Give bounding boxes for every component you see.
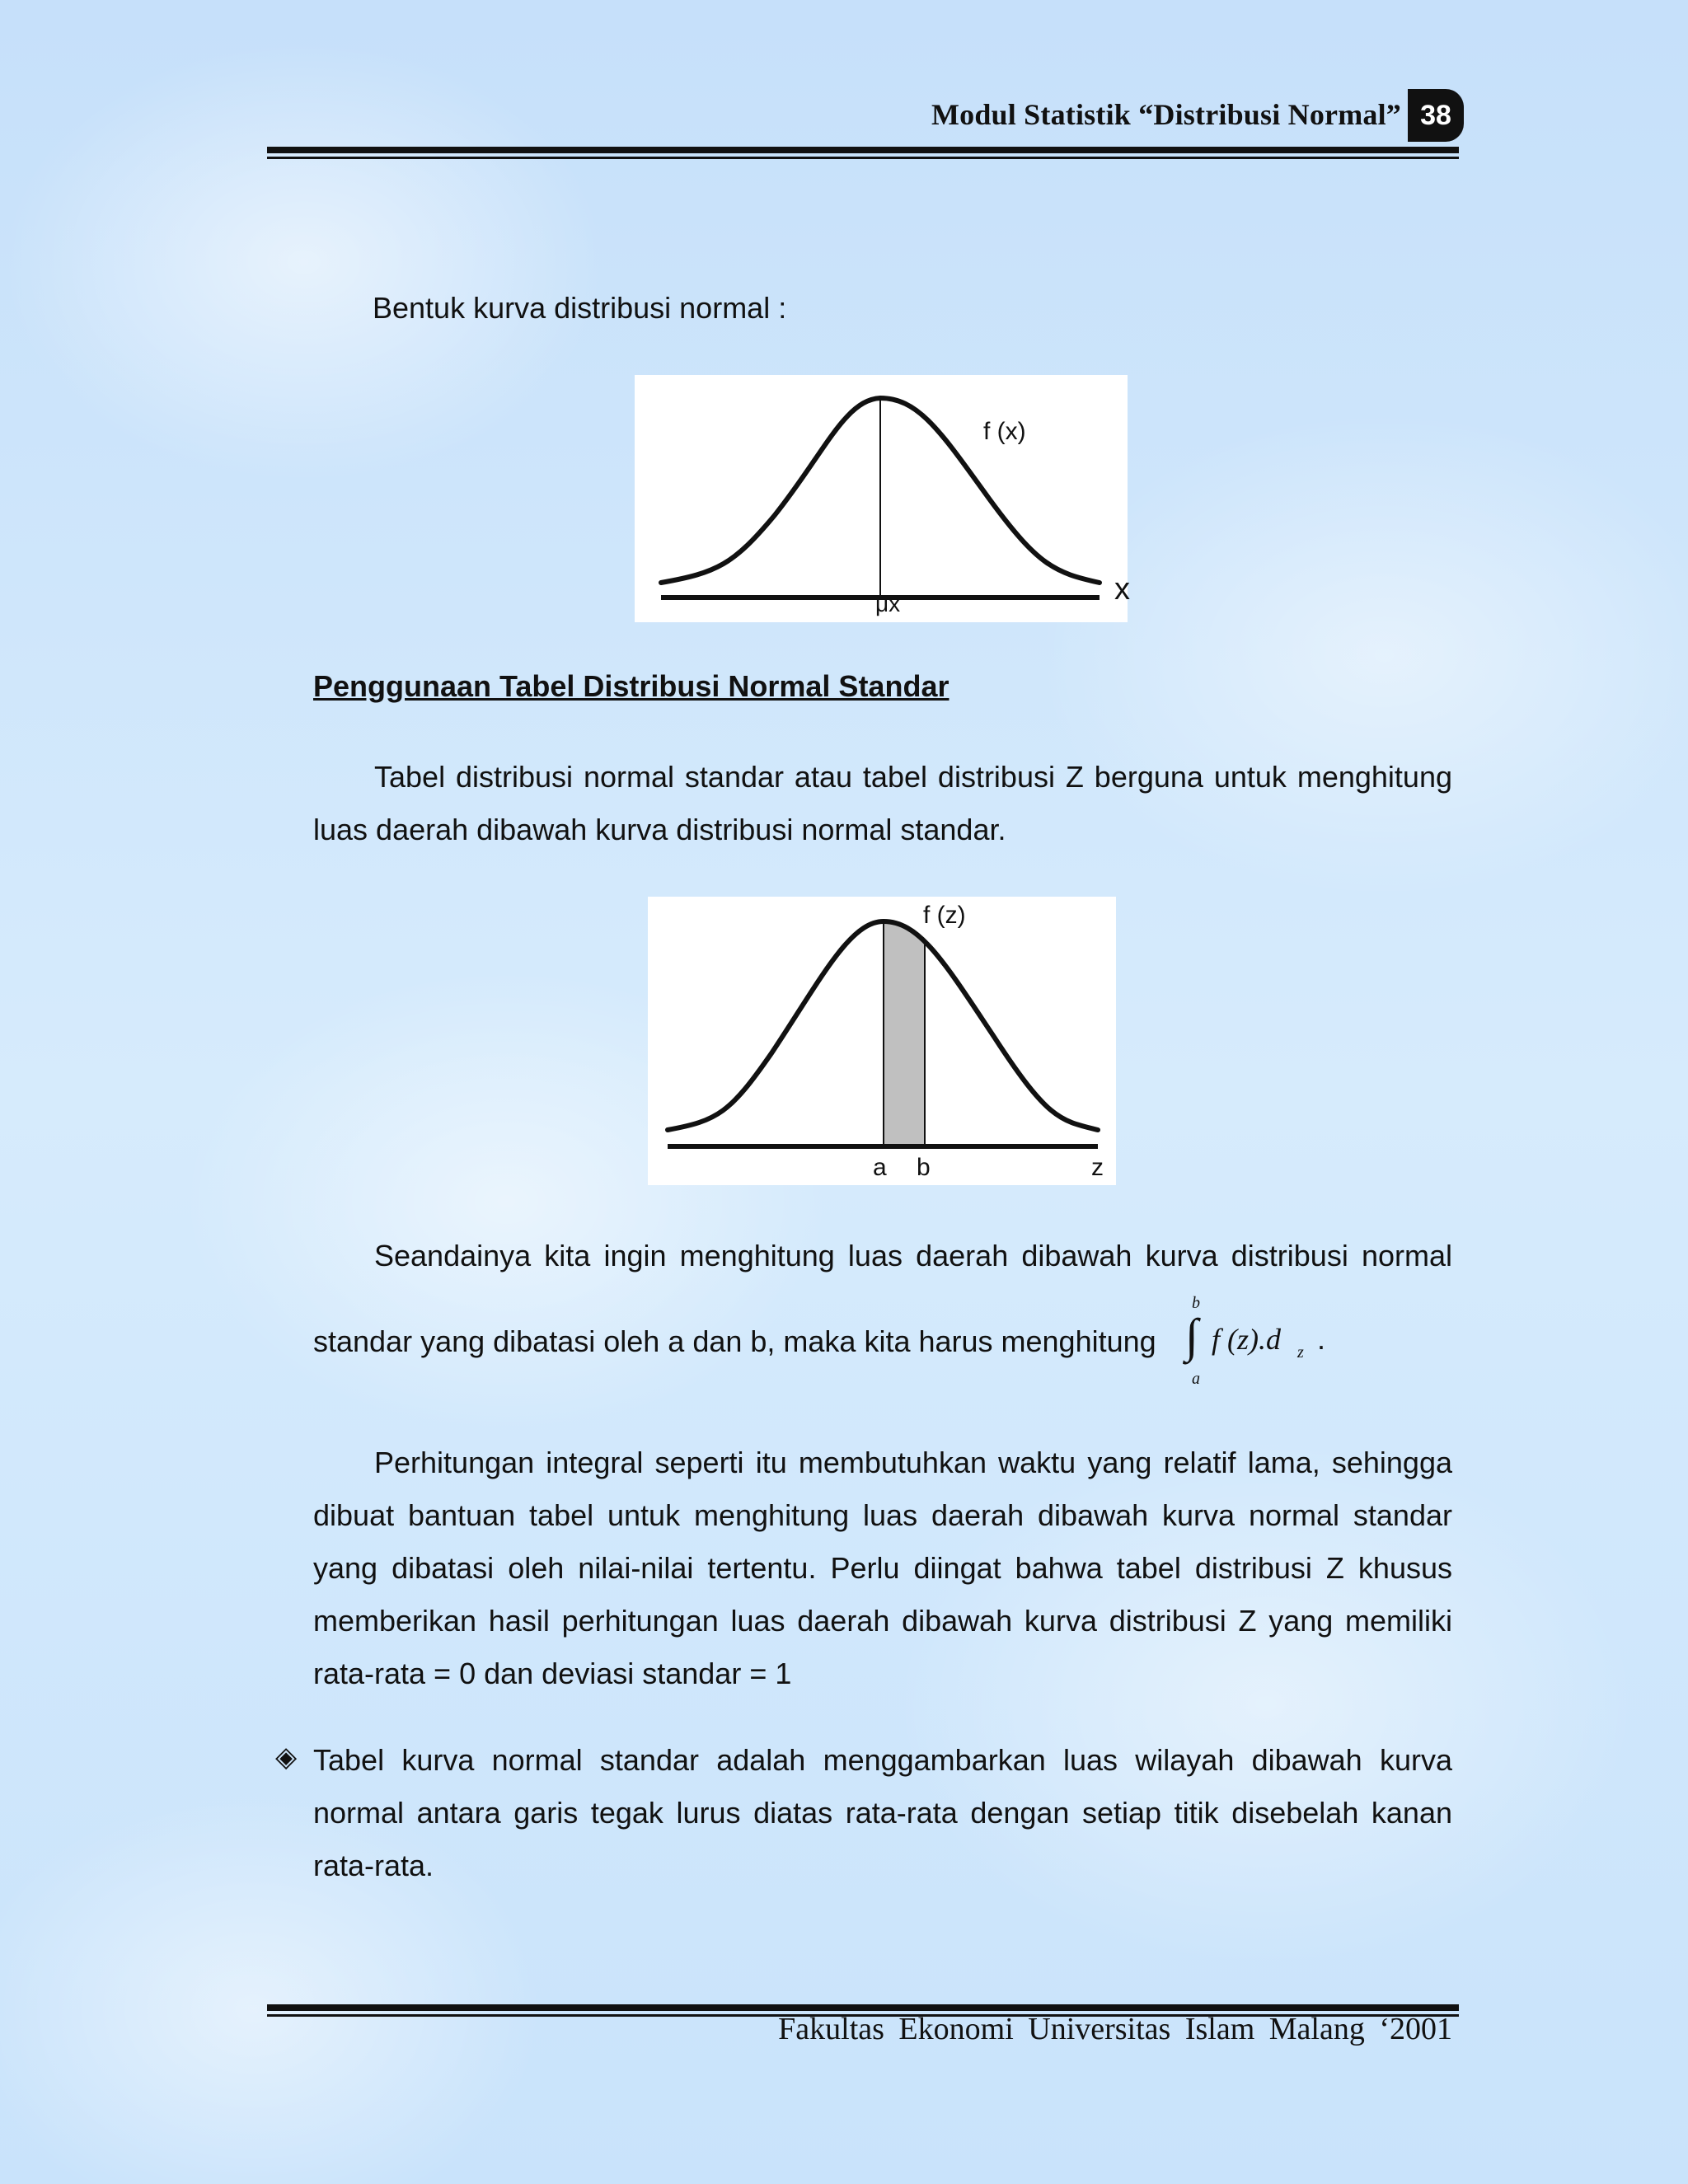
integral-period: .	[1317, 1322, 1326, 1356]
normal-curve-figure	[635, 375, 1128, 622]
x-axis-label: x	[1114, 572, 1130, 607]
diamond-bullet-icon: ◈	[275, 1741, 298, 1773]
page-number-badge: 38	[1408, 89, 1464, 142]
fx-label: f (x)	[983, 418, 1026, 445]
section-heading: Penggunaan Tabel Distribusi Normal Standar	[313, 669, 950, 703]
intro-text: Bentuk kurva distribusi normal :	[373, 291, 787, 325]
integral-expression	[1184, 1292, 1348, 1391]
standard-normal-curve-graphic	[648, 897, 1116, 1185]
integrand-subscript: z	[1297, 1343, 1304, 1361]
bullet-text: Tabel kurva normal standar adalah menggambarkan luas wilayah dibawah kurva normal antara garis tegak lurus diatas rata-rata dengan setiap titik disebelah kanan rata-rata.	[313, 1743, 1452, 1882]
integrand: f (z).d	[1212, 1323, 1281, 1356]
standard-normal-curve-figure	[648, 897, 1116, 1185]
paragraph-1: Tabel distribusi normal standar atau tabel distribusi Z berguna untuk menghitung luas daerah dibawah kurva distribusi normal standar.	[313, 760, 1452, 846]
header-rule-thin	[267, 157, 1459, 159]
paragraph-3: Perhitungan integral seperti itu membutuhkan waktu yang relatif lama, sehingga dibuat bantuan tabel untuk menghitung luas daerah dibawah kurva normal standar yang dibatasi oleh nilai-nilai tertentu. Perlu diingat bahwa tabel distribusi Z khusus memberikan hasil perhitungan luas daerah dibawah kurva distribusi Z yang memiliki rata-rata = 0 dan deviasi standar = 1	[313, 1446, 1452, 1690]
integral-upper-limit: b	[1192, 1294, 1200, 1312]
mean-label: μx	[875, 591, 901, 616]
paragraph-2-line-2: standar yang dibatasi oleh a dan b, maka kita harus menghitung	[313, 1324, 1156, 1358]
label-b: b	[917, 1154, 931, 1181]
integral-sign-icon: ∫	[1185, 1309, 1198, 1362]
label-a: a	[873, 1154, 887, 1181]
integral-lower-limit: a	[1192, 1370, 1200, 1388]
fz-label: f (z)	[923, 902, 966, 929]
paragraph-2-line-1	[313, 1230, 1452, 1282]
footer-rule-thick	[267, 2004, 1459, 2011]
z-axis-label: z	[1091, 1154, 1104, 1181]
normal-curve-graphic	[635, 375, 1128, 622]
paragraph-2-line-1-text: Seandainya kita ingin menghitung luas daerah dibawah kurva distribusi normal	[374, 1239, 1452, 1272]
footer-text: Fakultas Ekonomi Universitas Islam Malang ‘2001	[778, 2012, 1452, 2046]
header-rule-thick	[267, 147, 1459, 153]
header-title: Modul Statistik “Distribusi Normal”	[931, 98, 1401, 131]
